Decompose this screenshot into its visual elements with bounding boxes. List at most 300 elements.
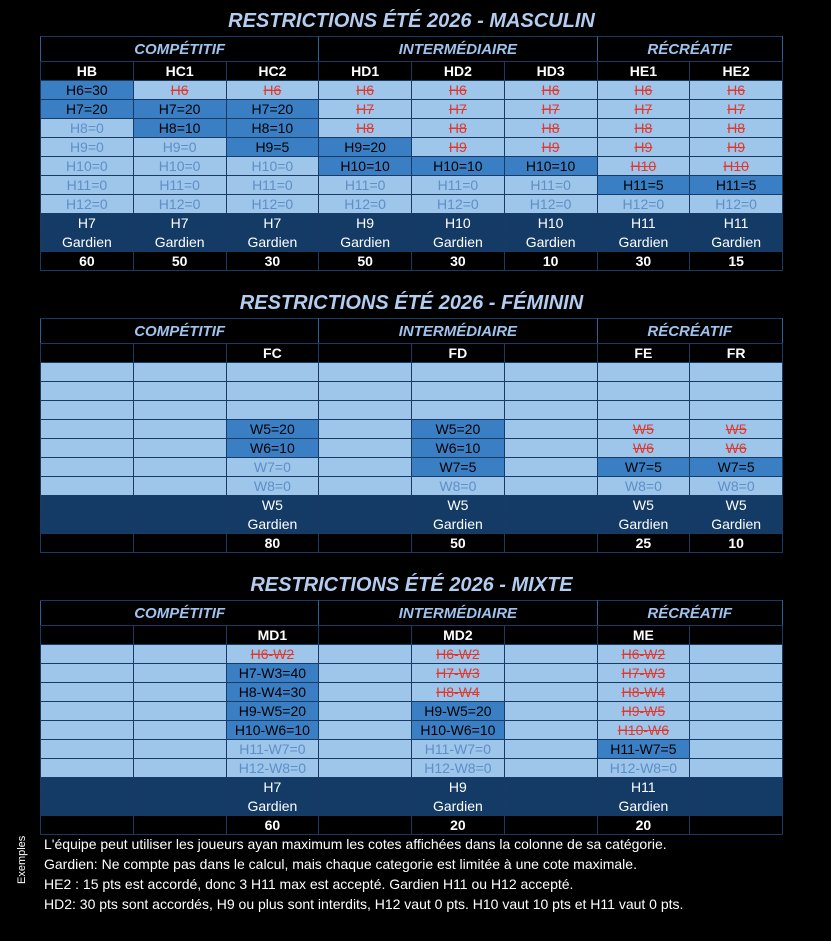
- table-cell: Gardien: [690, 515, 783, 534]
- table-cell: [690, 626, 783, 645]
- table-cell: [690, 702, 783, 721]
- table-cell: H11=0: [41, 176, 134, 195]
- table-cell: [690, 683, 783, 702]
- table-cell: 50: [319, 252, 412, 271]
- table-cell: [504, 458, 597, 477]
- category-row: [41, 601, 783, 626]
- table-row: [41, 740, 783, 759]
- table-row: [41, 702, 783, 721]
- table-cell: H11=0: [412, 176, 505, 195]
- table-cell: Gardien: [597, 797, 690, 816]
- note-line: HE2 : 15 pts est accordé, donc 3 H11 max est accepté. Gardien H11 ou H12 accepté.: [44, 876, 574, 892]
- table-cell: [226, 401, 319, 420]
- table-row: [41, 439, 783, 458]
- table-cell: H11-W7=0: [412, 740, 505, 759]
- table-cell: [319, 759, 412, 778]
- table-cell: H7-W3: [597, 664, 690, 683]
- table-cell: [41, 664, 134, 683]
- table-cell: Gardien: [226, 515, 319, 534]
- notes: [44, 834, 683, 914]
- table-cell: W5: [690, 496, 783, 515]
- table-cell: [133, 683, 226, 702]
- table-cell: [690, 382, 783, 401]
- feminin-title: RESTRICTIONS ÉTÉ 2026 - FÉMININ: [239, 292, 584, 314]
- table-row: [41, 645, 783, 664]
- table-cell: [690, 645, 783, 664]
- table-cell: H12=0: [133, 195, 226, 214]
- table-row: [41, 119, 783, 138]
- table-cell: [41, 683, 134, 702]
- table-cell: W6: [597, 439, 690, 458]
- table-cell: H12=0: [504, 195, 597, 214]
- table-cell: H7: [504, 100, 597, 119]
- table-cell: 50: [412, 534, 505, 553]
- gardien-level-row: [41, 778, 783, 797]
- table-cell: H8: [690, 119, 783, 138]
- table-cell: FR: [690, 344, 783, 363]
- table-cell: [504, 778, 597, 797]
- table-cell: W7=5: [412, 458, 505, 477]
- table-cell: [133, 420, 226, 439]
- table-cell: H6: [412, 81, 505, 100]
- division-code-row: [41, 344, 783, 363]
- exemples-label: Exemples: [16, 835, 28, 884]
- table-cell: H7: [41, 214, 134, 233]
- table-cell: [41, 420, 134, 439]
- table-cell: [690, 401, 783, 420]
- table-cell: H7: [226, 214, 319, 233]
- table-cell: [504, 797, 597, 816]
- table-row: [41, 100, 783, 119]
- table-cell: [597, 363, 690, 382]
- table-cell: 60: [41, 252, 134, 271]
- table-cell: H10=0: [226, 157, 319, 176]
- table-cell: [41, 740, 134, 759]
- table-cell: Gardien: [412, 233, 505, 252]
- table-row: [41, 363, 783, 382]
- table-row: [41, 176, 783, 195]
- table-cell: H11: [690, 214, 783, 233]
- table-cell: [41, 344, 134, 363]
- table-row: [41, 382, 783, 401]
- table-cell: H10: [690, 157, 783, 176]
- table-cell: [133, 477, 226, 496]
- table-cell: [412, 363, 505, 382]
- table-cell: H6-W2: [597, 645, 690, 664]
- table-cell: MD1: [226, 626, 319, 645]
- table-cell: W5: [597, 420, 690, 439]
- table-cell: H6-W2: [412, 645, 505, 664]
- points-row: [41, 252, 783, 271]
- table-row: [41, 195, 783, 214]
- table-cell: [226, 382, 319, 401]
- table-row: [41, 401, 783, 420]
- table-cell: RÉCRÉATIF: [597, 601, 783, 626]
- table-cell: W8=0: [412, 477, 505, 496]
- table-cell: [133, 626, 226, 645]
- table-cell: [319, 363, 412, 382]
- table-cell: H10=10: [504, 157, 597, 176]
- table-row: [41, 157, 783, 176]
- table-cell: [133, 458, 226, 477]
- table-cell: [133, 778, 226, 797]
- table-cell: [319, 458, 412, 477]
- table-cell: [504, 702, 597, 721]
- table-cell: W8=0: [226, 477, 319, 496]
- table-cell: H11=0: [226, 176, 319, 195]
- table-cell: [319, 496, 412, 515]
- table-cell: H8-W4: [412, 683, 505, 702]
- table-cell: [504, 683, 597, 702]
- table-cell: H12=0: [597, 195, 690, 214]
- table-cell: H12=0: [319, 195, 412, 214]
- table-cell: 50: [133, 252, 226, 271]
- table-cell: [504, 534, 597, 553]
- table-cell: HE1: [597, 62, 690, 81]
- table-cell: [41, 778, 134, 797]
- table-cell: [690, 816, 783, 835]
- table-cell: H12-W8=0: [597, 759, 690, 778]
- table-cell: [504, 645, 597, 664]
- table-cell: Gardien: [41, 233, 134, 252]
- table-cell: Gardien: [597, 515, 690, 534]
- table-cell: H6: [319, 81, 412, 100]
- table-cell: [504, 382, 597, 401]
- table-cell: W5: [412, 496, 505, 515]
- category-row: [41, 37, 783, 62]
- table-cell: COMPÉTITIF: [41, 601, 319, 626]
- table-cell: H10-W6: [597, 721, 690, 740]
- table-cell: H9: [412, 138, 505, 157]
- table-cell: [41, 797, 134, 816]
- table-cell: W6=10: [226, 439, 319, 458]
- table-cell: H11=5: [690, 176, 783, 195]
- table-cell: W7=5: [597, 458, 690, 477]
- table-row: [41, 420, 783, 439]
- mixte-title: RESTRICTIONS ÉTÉ 2026 - MIXTE: [250, 574, 573, 596]
- gardien-level-row: [41, 496, 783, 515]
- note-line: HD2: 30 pts sont accordés, H9 ou plus sont interdits, H12 vaut 0 pts. H10 vaut 10 pts et H11 vaut 0 pts.: [44, 896, 684, 912]
- table-cell: [133, 439, 226, 458]
- table-cell: [133, 645, 226, 664]
- table-cell: [504, 496, 597, 515]
- table-cell: FD: [412, 344, 505, 363]
- table-cell: H6: [226, 81, 319, 100]
- table-cell: [412, 401, 505, 420]
- table-cell: [41, 645, 134, 664]
- table-cell: H11=0: [319, 176, 412, 195]
- table-cell: H10: [504, 214, 597, 233]
- gardien-label-row: [41, 797, 783, 816]
- gardien-label-row: [41, 515, 783, 534]
- table-cell: COMPÉTITIF: [41, 37, 319, 62]
- table-cell: [133, 496, 226, 515]
- table-cell: H10=10: [412, 157, 505, 176]
- table-cell: H11=0: [504, 176, 597, 195]
- table-cell: HE2: [690, 62, 783, 81]
- table-cell: [319, 626, 412, 645]
- table-cell: H9=0: [133, 138, 226, 157]
- table-cell: 10: [690, 534, 783, 553]
- table-cell: [41, 702, 134, 721]
- table-cell: [41, 816, 134, 835]
- table-cell: [133, 816, 226, 835]
- table-cell: [41, 401, 134, 420]
- table-cell: [41, 515, 134, 534]
- table-cell: 80: [226, 534, 319, 553]
- table-cell: [504, 759, 597, 778]
- table-cell: H12=0: [41, 195, 134, 214]
- table-cell: [133, 721, 226, 740]
- note-line: Gardien: Ne compte pas dans le calcul, mais chaque categorie est limitée à une cote maximale.: [44, 856, 637, 872]
- table-cell: H8=10: [226, 119, 319, 138]
- table-cell: [41, 759, 134, 778]
- table-cell: HC2: [226, 62, 319, 81]
- table-row: [41, 81, 783, 100]
- mixte-table: [40, 600, 783, 835]
- table-cell: 30: [597, 252, 690, 271]
- table-cell: FE: [597, 344, 690, 363]
- table-cell: [319, 645, 412, 664]
- table-cell: 20: [412, 816, 505, 835]
- table-cell: H9: [690, 138, 783, 157]
- table-cell: [133, 382, 226, 401]
- table-cell: [133, 401, 226, 420]
- table-cell: H10: [412, 214, 505, 233]
- table-cell: [133, 515, 226, 534]
- table-cell: H7: [597, 100, 690, 119]
- table-cell: H6: [690, 81, 783, 100]
- table-row: [41, 458, 783, 477]
- table-cell: [41, 458, 134, 477]
- table-cell: W5=20: [412, 420, 505, 439]
- table-cell: H7=20: [41, 100, 134, 119]
- table-cell: H7: [319, 100, 412, 119]
- table-cell: [504, 439, 597, 458]
- table-cell: [504, 344, 597, 363]
- table-cell: [504, 721, 597, 740]
- table-cell: W6=10: [412, 439, 505, 458]
- table-cell: W5: [226, 496, 319, 515]
- table-cell: [41, 626, 134, 645]
- table-cell: H10=0: [133, 157, 226, 176]
- table-cell: INTERMÉDIAIRE: [319, 601, 597, 626]
- table-cell: [319, 797, 412, 816]
- table-cell: [504, 477, 597, 496]
- table-cell: H9=0: [41, 138, 134, 157]
- table-cell: RÉCRÉATIF: [597, 37, 783, 62]
- table-cell: H10: [597, 157, 690, 176]
- table-cell: [319, 477, 412, 496]
- table-cell: [319, 534, 412, 553]
- table-cell: Gardien: [319, 233, 412, 252]
- table-row: [41, 759, 783, 778]
- table-cell: H8=10: [133, 119, 226, 138]
- table-cell: H7-W3: [412, 664, 505, 683]
- table-cell: H11-W7=0: [226, 740, 319, 759]
- table-cell: [41, 496, 134, 515]
- table-row: [41, 477, 783, 496]
- table-cell: [319, 721, 412, 740]
- table-cell: [690, 778, 783, 797]
- table-cell: H7: [133, 214, 226, 233]
- table-cell: H12=0: [690, 195, 783, 214]
- feminin-table: [40, 318, 783, 553]
- table-cell: H9: [597, 138, 690, 157]
- table-cell: H12-W8=0: [412, 759, 505, 778]
- table-cell: [226, 363, 319, 382]
- table-cell: H11-W7=5: [597, 740, 690, 759]
- table-cell: H10=0: [41, 157, 134, 176]
- division-code-row: [41, 62, 783, 81]
- table-cell: W6: [690, 439, 783, 458]
- points-row: [41, 816, 783, 835]
- table-cell: [319, 702, 412, 721]
- table-cell: H6: [133, 81, 226, 100]
- table-cell: Gardien: [690, 233, 783, 252]
- table-cell: H8: [504, 119, 597, 138]
- table-cell: [319, 401, 412, 420]
- table-cell: H9-W5=20: [226, 702, 319, 721]
- table-cell: [41, 534, 134, 553]
- table-cell: W5=20: [226, 420, 319, 439]
- table-cell: HC1: [133, 62, 226, 81]
- table-cell: Gardien: [133, 233, 226, 252]
- table-cell: 30: [226, 252, 319, 271]
- table-cell: [133, 534, 226, 553]
- table-cell: [41, 477, 134, 496]
- table-cell: [319, 778, 412, 797]
- table-cell: [597, 401, 690, 420]
- table-cell: H8: [319, 119, 412, 138]
- table-cell: [133, 344, 226, 363]
- table-cell: H9: [412, 778, 505, 797]
- table-cell: H7-W3=40: [226, 664, 319, 683]
- note-line: L'équipe peut utiliser les joueurs ayan maximum les cotes affichées dans la colonne de sa catégorie.: [44, 836, 667, 852]
- table-cell: [690, 721, 783, 740]
- table-cell: [690, 664, 783, 683]
- table-cell: H7: [690, 100, 783, 119]
- table-cell: [133, 363, 226, 382]
- table-cell: H9=20: [319, 138, 412, 157]
- table-cell: [133, 797, 226, 816]
- table-cell: H8: [412, 119, 505, 138]
- table-row: [41, 664, 783, 683]
- table-cell: H11: [597, 778, 690, 797]
- table-cell: Gardien: [412, 797, 505, 816]
- table-cell: FC: [226, 344, 319, 363]
- category-row: [41, 319, 783, 344]
- table-cell: INTERMÉDIAIRE: [319, 37, 597, 62]
- table-cell: H12-W8=0: [226, 759, 319, 778]
- table-cell: [319, 664, 412, 683]
- table-cell: Gardien: [504, 233, 597, 252]
- table-cell: [319, 382, 412, 401]
- table-cell: W8=0: [597, 477, 690, 496]
- table-cell: 10: [504, 252, 597, 271]
- table-cell: [319, 683, 412, 702]
- table-cell: [133, 702, 226, 721]
- table-cell: [690, 740, 783, 759]
- gardien-label-row: [41, 233, 783, 252]
- gardien-level-row: [41, 214, 783, 233]
- table-cell: H9-W5: [597, 702, 690, 721]
- table-cell: H9-W5=20: [412, 702, 505, 721]
- masculin-title: RESTRICTIONS ÉTÉ 2026 - MASCULIN: [228, 10, 595, 32]
- table-cell: HD1: [319, 62, 412, 81]
- table-cell: HB: [41, 62, 134, 81]
- table-cell: [504, 363, 597, 382]
- table-cell: [690, 797, 783, 816]
- table-cell: [504, 515, 597, 534]
- table-cell: RÉCRÉATIF: [597, 319, 783, 344]
- table-cell: Gardien: [597, 233, 690, 252]
- table-cell: [319, 816, 412, 835]
- table-cell: W8=0: [690, 477, 783, 496]
- points-row: [41, 534, 783, 553]
- table-cell: H8: [597, 119, 690, 138]
- table-row: [41, 721, 783, 740]
- table-cell: W7=5: [690, 458, 783, 477]
- table-cell: 60: [226, 816, 319, 835]
- table-cell: H10=10: [319, 157, 412, 176]
- table-cell: INTERMÉDIAIRE: [319, 319, 597, 344]
- table-cell: 25: [597, 534, 690, 553]
- table-cell: Gardien: [412, 515, 505, 534]
- table-cell: H11=5: [597, 176, 690, 195]
- table-cell: H7=20: [133, 100, 226, 119]
- table-cell: 20: [597, 816, 690, 835]
- table-cell: H9: [319, 214, 412, 233]
- table-cell: H9: [504, 138, 597, 157]
- table-cell: [133, 740, 226, 759]
- table-row: [41, 683, 783, 702]
- table-cell: H7: [412, 100, 505, 119]
- table-cell: Gardien: [226, 233, 319, 252]
- table-cell: H6=30: [41, 81, 134, 100]
- table-cell: Gardien: [226, 797, 319, 816]
- table-cell: ME: [597, 626, 690, 645]
- table-cell: H9=5: [226, 138, 319, 157]
- table-cell: [133, 759, 226, 778]
- table-cell: [504, 401, 597, 420]
- table-cell: [319, 740, 412, 759]
- table-cell: MD2: [412, 626, 505, 645]
- table-cell: [319, 344, 412, 363]
- table-cell: [690, 759, 783, 778]
- table-cell: H8-W4: [597, 683, 690, 702]
- table-cell: H8=0: [41, 119, 134, 138]
- table-cell: H7: [226, 778, 319, 797]
- division-code-row: [41, 626, 783, 645]
- table-cell: H8-W4=30: [226, 683, 319, 702]
- table-cell: [504, 816, 597, 835]
- table-cell: W7=0: [226, 458, 319, 477]
- table-cell: [504, 420, 597, 439]
- table-cell: HD3: [504, 62, 597, 81]
- table-cell: 15: [690, 252, 783, 271]
- table-cell: [41, 363, 134, 382]
- table-cell: [41, 439, 134, 458]
- table-cell: [504, 626, 597, 645]
- table-cell: H11: [597, 214, 690, 233]
- table-cell: [690, 363, 783, 382]
- table-cell: H6: [504, 81, 597, 100]
- table-cell: [41, 382, 134, 401]
- table-cell: H12=0: [226, 195, 319, 214]
- table-cell: H12=0: [412, 195, 505, 214]
- table-cell: [504, 664, 597, 683]
